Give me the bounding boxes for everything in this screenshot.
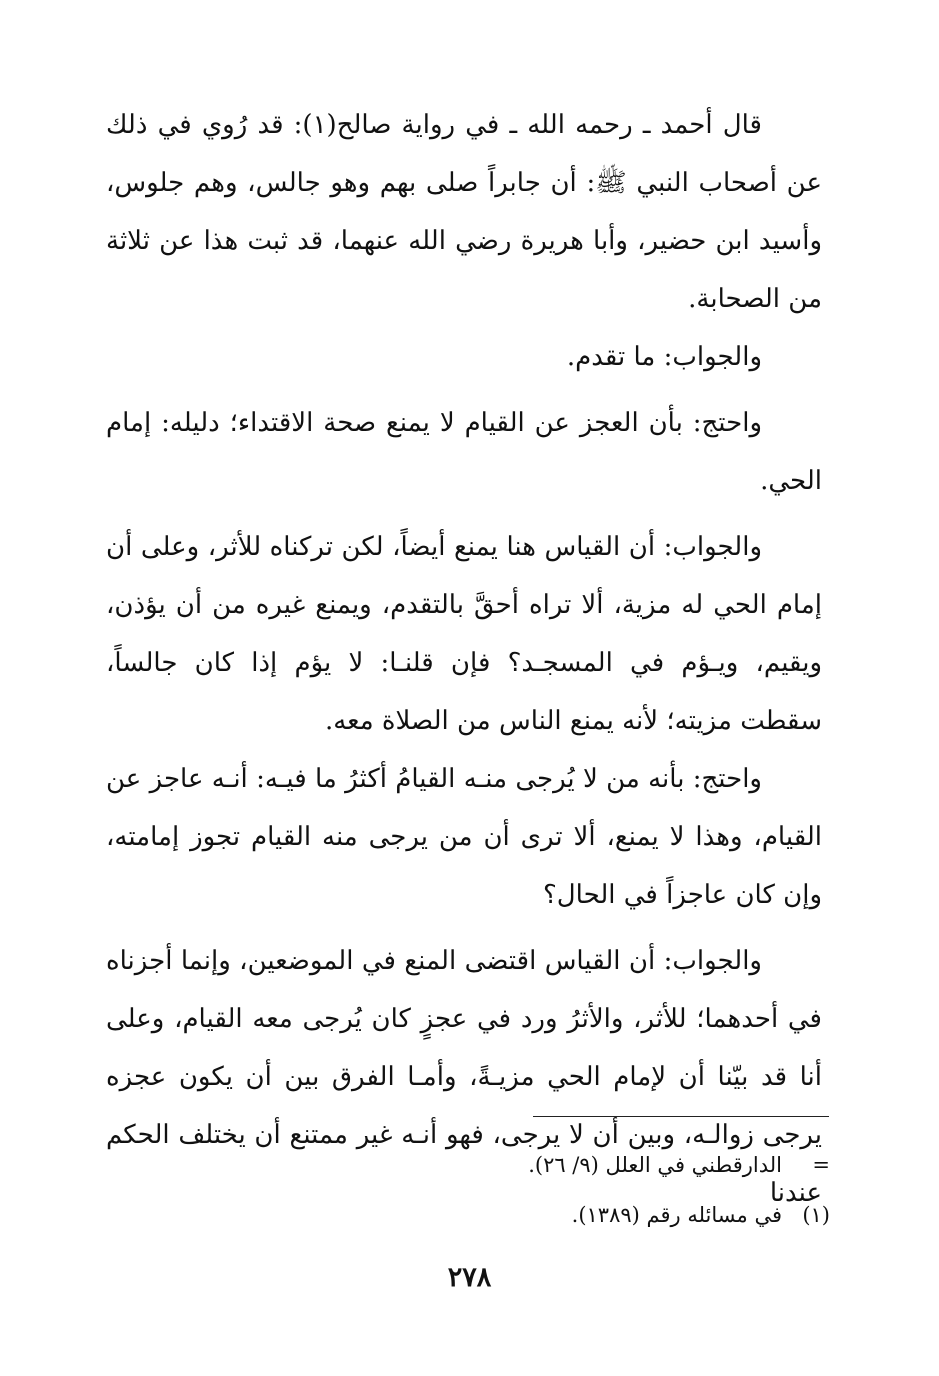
footnote-1 — [300, 1190, 830, 1240]
footnote-text: في مسائله رقم (١٣٨٩). — [571, 1203, 782, 1227]
paragraph-objection-1: واحتج: بأن العجز عن القيام لا يمنع صحة الاقتداء؛ دليله: إمام الحي. — [106, 408, 822, 496]
footnote-text: الدارقطني في العلل (٩/ ٢٦). — [528, 1153, 782, 1177]
footnote-continued — [300, 1140, 830, 1190]
paragraph-objection-2: واحتج: بأنه من لا يُرجى منـه القيامُ أكثرُ ما فيـه: أنـه عاجز عن القيام، وهذا لا يمنع، ألا ترى أن من يرجى منه القيام تجوز إمامته، وإن كان عاجزاً في الحال؟ — [106, 764, 822, 910]
paragraph-answer-2: والجواب: أن القياس هنا يمنع أيضاً، لكن تركناه للأثر، وعلى أن إمام الحي له مزية، ألا تراه أحقَّ بالتقدم، ويمنع غيره من أن يؤذن، ويقيم، ويـؤم في المسجـد؟ فإن قلنـا: لا يؤم إذا كان جالساً، سقطت مزيته؛ لأنه يمنع الناس من الصلاة معه. — [106, 532, 822, 736]
paragraph-ahmad-narration: قال أحمد ـ رحمه الله ـ في رواية صالح(١): قد رُوي في ذلك عن أصحاب النبي ﷺ: أن جابراً صلى بهم وهو جالس، وهم جلوس، وأسيد ابن حضير، وأبا هريرة رضي الله عنهما، قد ثبت هذا عن ثلاثة من الصحابة. — [106, 110, 822, 314]
paragraph-answer-3: والجواب: أن القياس اقتضى المنع في الموضعين، وإنما أجزناه في أحدهما؛ للأثر، والأثرُ ورد في عجزٍ كان يُرجى معه القيام، وعلى أنا قد بيّنا أن لإمام الحي مزيـةً، وأمـا الفرق بين أن يكون عجزه يرجى زوالـه، وبين أن لا يرجى، فهو أنـه غير ممتنع أن يختلف الحكم عندنا — [106, 946, 822, 1208]
paragraph-answer-1: والجواب: ما تقدم. — [566, 342, 762, 372]
body-text — [106, 96, 822, 1222]
footnote-marker: = — [812, 1153, 830, 1177]
page-number: ٢٧٨ — [447, 1262, 492, 1293]
footnotes — [300, 1140, 830, 1240]
footnote-marker: (١) — [802, 1203, 830, 1227]
footnote-divider — [533, 1116, 829, 1117]
